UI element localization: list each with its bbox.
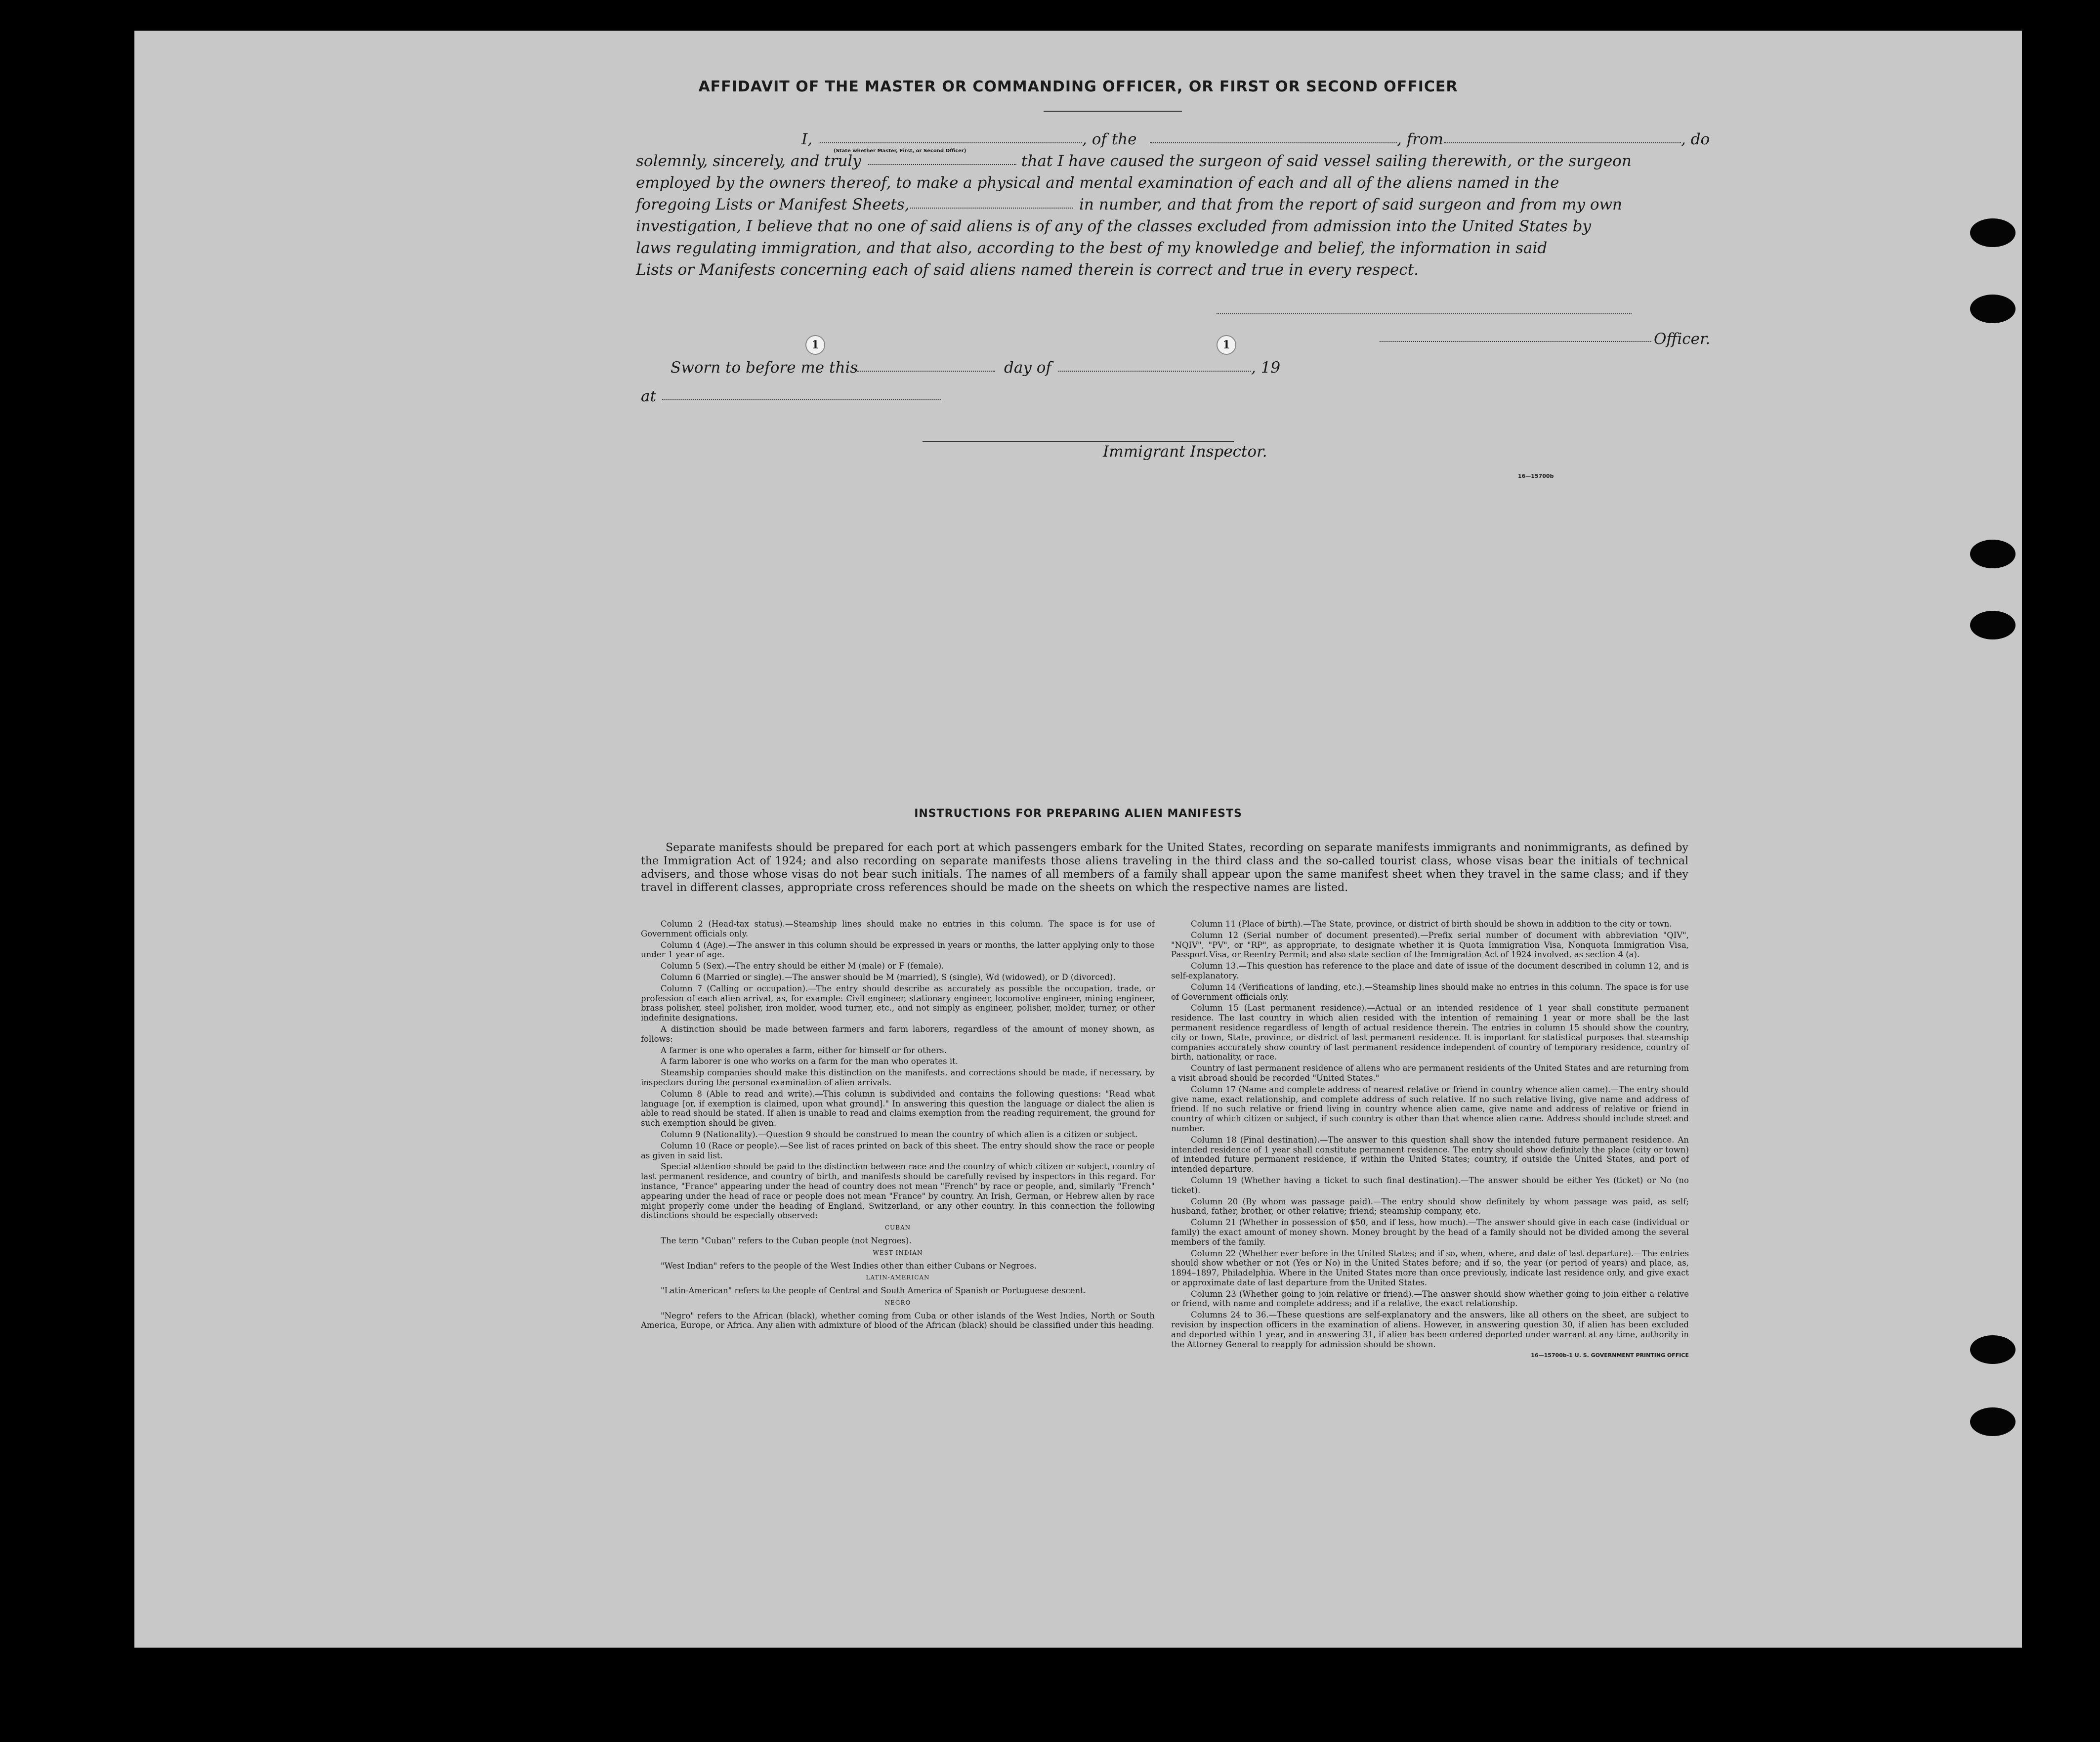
sheet-count-field[interactable] — [910, 208, 1073, 209]
hole-mark: 1 — [1217, 335, 1236, 355]
signature-field[interactable] — [1217, 313, 1632, 314]
instruction-paragraph: Column 19 (Whether having a ticket to such final destination).—The answer should be either Yes (ticket) or No (no ticket). — [1171, 1175, 1689, 1195]
binder-hole — [1970, 611, 2016, 639]
year-label: , 19 — [1251, 359, 1281, 377]
instruction-paragraph: Country of last permanent residence of aliens who are permanent residents of the United States and are returning from a visit abroad should be recorded "United States." — [1171, 1063, 1689, 1083]
instruction-paragraph: Column 21 (Whether in possession of $50, and if less, how much).—The answer should give in each case (individual or family) the exact amount of money shown. Money brought by the head of a family should not be divided among the several members of the family. — [1171, 1218, 1689, 1247]
affidavit-title: AFFIDAVIT OF THE MASTER OR COMMANDING OFFICER, OR FIRST OR SECOND OFFICER — [698, 78, 1458, 95]
day-of-label: day of — [1004, 359, 1051, 377]
latin-american-definition: "Latin-American" refers to the people of Central and South America of Spanish or Portuguese descent. — [661, 1286, 1087, 1296]
manifest-sheet — [134, 31, 2022, 1648]
instruction-paragraph: Column 13.—This question has reference to the place and date of issue of the document described in column 12, and is self-explanatory. — [1171, 961, 1689, 980]
instruction-paragraph: Column 6 (Married or single).—The answer should be M (married), S (single), Wd (widowed), or D (divorced). — [661, 972, 1116, 982]
instruction-paragraph: Special attention should be paid to the distinction between race and the country of which citizen or subject, country of last permanent residence, and country of birth, and manifests should be carefully revised by inspectors in this regard. For instance, "France" appearing under the head of country does not mean "French" by race or people, and, similarly "French" appearing under the head of race or people does not mean "France" by country. An Irish, German, or Hebrew alien by race might properly come under the heading of England, Switzerland, or any other country. In this connection the following distinctions should be especially observed: — [641, 1162, 1155, 1221]
instructions-left-column — [641, 919, 1155, 1332]
instruction-paragraph: Column 4 (Age).—The answer in this column should be expressed in years or months, the latter applying only to those under 1 year of age. — [641, 940, 1155, 960]
instructions-right-column — [1171, 919, 1689, 1360]
instruction-paragraph: Column 20 (By whom was passage paid).—The entry should show definitely by whom passage was paid, as self; husband, father, brother, or other relative; friend; steamship company, etc. — [1171, 1196, 1689, 1216]
negro-heading: NEGRO — [884, 1299, 911, 1306]
binder-hole — [1970, 295, 2016, 323]
instruction-paragraph: Column 23 (Whether going to join relative or friend).—The answer should show whether going to join either a relative or friend, with name and complete address; and if a relative, the exact relationship. — [1171, 1289, 1689, 1309]
sworn-label: Sworn to before me this — [671, 359, 858, 377]
port-field[interactable] — [1444, 142, 1681, 143]
sworn-day-field[interactable] — [857, 371, 995, 372]
instruction-paragraph: Column 12 (Serial number of document presented).—Prefix serial number of document with abbreviation "QIV", "NQIV", "PV", or "RP", as appropriate, to designate whether it is Quota Immigration Visa, Nonquota Immigration Visa, Passport Visa, or Reentry Permit; and also state section of the Immigration Act of 1924 involved, as section 4 (a). — [1171, 930, 1689, 960]
instruction-paragraph: Column 7 (Calling or occupation).—The entry should describe as accurately as possible the occupation, trade, or profession of each alien arrival, as, for example: Civil engineer, stationary engineer, locomotive engineer, mining engineer, brass polisher, steel polisher, iron molder, wood turner, etc., and not simply as engineer, polisher, molder, turner, or other indefinite designations. — [641, 983, 1155, 1023]
inspector-label: Immigrant Inspector. — [1103, 443, 1267, 461]
instruction-paragraph: Column 17 (Name and complete address of nearest relative or friend in country whence alien came).—The entry should give name, exact relationship, and complete address of such relative. If no such relative living, give name and address of friend. If no such relative or friend living in country whence alien came, give name and address of relative or friend in country of which citizen or subject, if such country is other than that whence alien came. Address should include street and number. — [1171, 1084, 1689, 1133]
vessel-field[interactable] — [1150, 142, 1397, 143]
instruction-paragraph: Column 22 (Whether ever before in the United States; and if so, when, where, and date of last departure).—The entries should show whether or not (Yes or No) in the United States before; and if so, the year (or period of years) and place, as, 1894–1897, Philadelphia. Where in the United States more than once previously, indicate last residence only, and give exact or approximate date of last departure from the United States. — [1171, 1248, 1689, 1287]
instruction-paragraph: A farm laborer is one who works on a farm for the man who operates it. — [661, 1057, 959, 1066]
affidavit-line3: employed by the owners thereof, to make a physical and mental examination of each and all of the aliens named in the — [636, 174, 1559, 192]
affidavit-line4b: in number, and that from the report of said surgeon and from my own — [1079, 196, 1623, 213]
printing-office-footer: 16—15700b-1 U. S. GOVERNMENT PRINTING OFFICE — [1531, 1352, 1689, 1359]
instruction-paragraph: Column 2 (Head-tax status).—Steamship lines should make no entries in this column. The space is for use of Government officials only. — [641, 919, 1155, 938]
affidavit-do: , do — [1681, 130, 1710, 148]
instruction-paragraph: A distinction should be made between farmers and farm laborers, regardless of the amount of money shown, as follows: — [641, 1024, 1155, 1044]
affidavit-line2a: solemnly, sincerely, and truly — [636, 152, 861, 170]
instruction-paragraph: A farmer is one who operates a farm, either for himself or for others. — [661, 1045, 947, 1055]
instruction-paragraph: Columns 24 to 36.—These questions are self-explanatory and the answers, like all others on the sheet, are subject to revision by inspection officers in the examination of aliens. However, in answering question 30, if alien has been excluded and deported within 1 year, and in answering 31, if alien has been ordered deported under warrant at any time, authority in the Attorney General to reapply for admission should be shown. — [1171, 1310, 1689, 1349]
binder-hole — [1970, 218, 2016, 247]
instruction-paragraph: Steamship companies should make this distinction on the manifests, and corrections should be made, if necessary, by inspectors during the personal examination of alien arrivals. — [641, 1068, 1155, 1087]
affidavit-of-the: , of the — [1082, 130, 1137, 148]
affidavit-line2b: that I have caused the surgeon of said vessel sailing therewith, or the surgeon — [1021, 152, 1632, 170]
master-name-field[interactable] — [820, 142, 1082, 143]
officer-field[interactable] — [1380, 341, 1651, 342]
instruction-paragraph: Column 15 (Last permanent residence).—Actual or an intended residence of 1 year shall constitute permanent residence. The last country in which alien resided with the intention of remaining 1 year or more shall be the last permanent residence regardless of length of actual residence therein. The entries in column 15 should show the country, city or town, State, province, or district of last permanent residence. It is important for statistical purposes that steamship companies accurately show country of last permanent residence independent of country of temporary residence, country of birth, nationality, or race. — [1171, 1003, 1689, 1062]
instruction-paragraph: Column 10 (Race or people).—See list of races printed on back of this sheet. The entry should show the race or people as given in said list. — [641, 1141, 1155, 1160]
instruction-paragraph: Column 5 (Sex).—The entry should be either M (male) or F (female). — [661, 961, 944, 971]
place-field[interactable] — [662, 399, 941, 400]
instruction-paragraph: Column 18 (Final destination).—The answer to this question shall show the intended future permanent residence. An intended residence of 1 year shall constitute permanent residence. The entry should show definitely the place (city or town) of intended future permanent residence, if within the United States; country, if outside the United States, and port of intended departure. — [1171, 1135, 1689, 1174]
cuban-definition: The term "Cuban" refers to the Cuban people (not Negroes). — [661, 1235, 912, 1245]
officer-label: Officer. — [1654, 330, 1711, 348]
west-indian-definition: "West Indian" refers to the people of the West Indies other than either Cubans or Negroes. — [661, 1261, 1037, 1271]
instructions-title: INSTRUCTIONS FOR PREPARING ALIEN MANIFESTS — [914, 807, 1242, 820]
sworn-month-field[interactable] — [1058, 371, 1251, 372]
instruction-paragraph: Column 14 (Verifications of landing, etc.).—Steamship lines should make no entries in this column. The space is for use of Government officials only. — [1171, 982, 1689, 1002]
at-label: at — [641, 387, 656, 405]
form-number: 16—15700b — [1518, 473, 1554, 479]
affidavit-line6: laws regulating immigration, and that also, according to the best of my knowledge and belief, the information in said — [636, 239, 1548, 257]
blank-field[interactable] — [868, 164, 1016, 165]
latin-american-heading: LATIN-AMERICAN — [866, 1274, 930, 1281]
cuban-heading: CUBAN — [884, 1224, 911, 1232]
inspector-signature-line — [923, 441, 1234, 442]
instruction-paragraph: Column 11 (Place of birth).—The State, province, or district of birth should be shown in addition to the city or town. — [1191, 919, 1672, 929]
binder-hole — [1970, 540, 2016, 568]
instruction-paragraph: Column 9 (Nationality).—Question 9 should be construed to mean the country of which alien is a citizen or subject. — [661, 1129, 1138, 1139]
binder-hole — [1970, 1335, 2016, 1364]
affidavit-line7: Lists or Manifests concerning each of said aliens named therein is correct and true in every respect. — [636, 261, 1419, 279]
affidavit-line4a: foregoing Lists or Manifest Sheets, — [636, 196, 910, 213]
affidavit-from: , from — [1397, 130, 1444, 148]
state-note: (State whether Master, First, or Second Officer) — [834, 148, 966, 154]
negro-definition: "Negro" refers to the African (black), whether coming from Cuba or other islands of the West Indies, North or South America, Europe, or Africa. Any alien with admixture of blood of the African (black) should be classified under this heading. — [641, 1311, 1155, 1330]
affidavit-i: I, — [801, 130, 813, 148]
affidavit-line5: investigation, I believe that no one of said aliens is of any of the classes excluded from admission into the United States by — [636, 217, 1592, 235]
instructions-intro: Separate manifests should be prepared for each port at which passengers embark for the United States, recording on separate manifests immigrants and nonimmigrants, as defined by the Immigration Act of 1924; and also recording on separate manifests those aliens traveling in the third class and the so-called tourist class, whose visas bear the initials of technical advisers, and those whose visas do not bear such initials. The names of all members of a family shall appear upon the same manifest sheet when they travel in the same class; and if they travel in different classes, appropriate cross references should be made on the sheets on which the respective names are listed. — [641, 842, 1688, 894]
instruction-paragraph: Column 8 (Able to read and write).—This column is subdivided and contains the following questions: "Read what language [or, if exemption is claimed, upon what ground]." In answering this question the language or dialect the alien is able to read should be stated. If alien is unable to read and claims exemption from the reading requirement, the ground for such exemption should be given. — [641, 1089, 1155, 1128]
west-indian-heading: WEST INDIAN — [873, 1249, 923, 1256]
title-rule — [1044, 111, 1182, 112]
binder-hole — [1970, 1407, 2016, 1436]
hole-mark: 1 — [805, 335, 825, 355]
